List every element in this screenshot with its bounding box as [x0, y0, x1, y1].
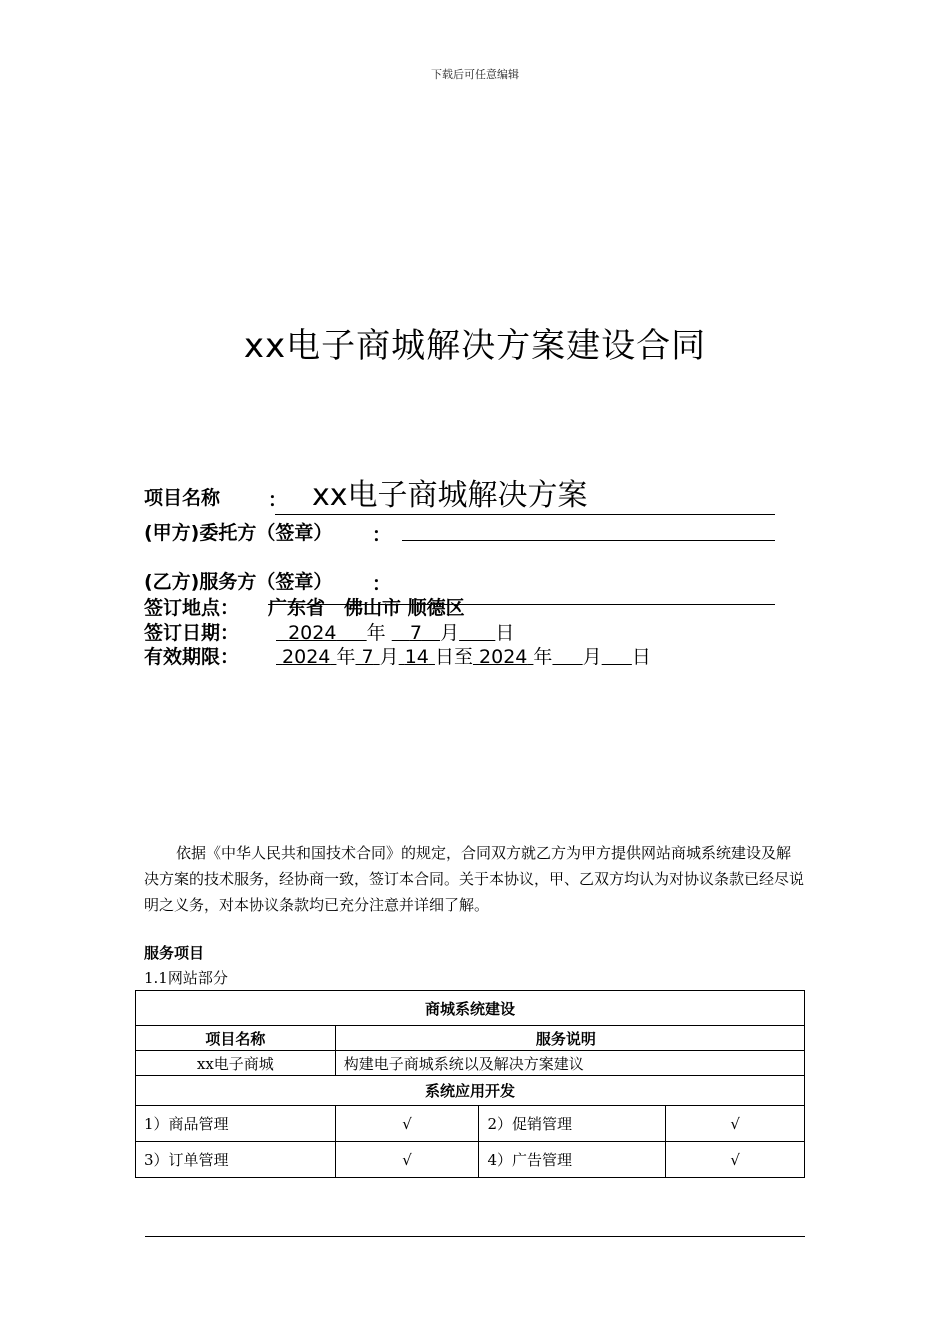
- party-b-label: (乙方)服务方（签章）: [144, 571, 333, 593]
- col-project-name: 项目名称: [136, 1026, 336, 1051]
- valid-to-text: 日至: [434, 646, 473, 668]
- document-title: xx电子商城解决方案建设合同: [243, 326, 707, 366]
- services-table: [135, 990, 805, 1178]
- sign-date-month: 7: [409, 622, 422, 644]
- check-mark: √: [335, 1142, 479, 1178]
- year-unit: 年: [366, 622, 386, 644]
- sign-date-day: [459, 622, 495, 644]
- month-unit: 月: [582, 646, 602, 668]
- party-b-colon: ：: [372, 573, 392, 595]
- check-mark: √: [666, 1142, 805, 1178]
- sign-place-label: 签订地点：: [144, 597, 240, 619]
- project-name-colon: ：: [268, 489, 288, 511]
- year-unit: 年: [533, 646, 553, 668]
- table-header: 商城系统建设: [136, 991, 805, 1026]
- row-service-desc: 构建电子商城系统以及解决方案建议: [335, 1051, 804, 1076]
- check-mark: √: [335, 1106, 479, 1142]
- year-unit: 年: [336, 646, 356, 668]
- valid-from-day: 14: [404, 646, 429, 668]
- item-label: 1）商品管理: [136, 1106, 336, 1142]
- valid-value: [276, 642, 651, 669]
- valid-to-year: 2024: [479, 646, 528, 668]
- sign-place-line: [268, 604, 775, 605]
- services-heading: 服务项目: [144, 944, 205, 962]
- month-unit: 月: [379, 646, 399, 668]
- header-note: 下载后可任意编辑: [431, 68, 519, 81]
- valid-from-year: 2024: [282, 646, 331, 668]
- party-a-colon: ：: [372, 524, 392, 546]
- sign-place-value: 广东省 佛山市 顺德区: [268, 597, 465, 619]
- footer-divider: [145, 1236, 805, 1237]
- item-label: 4）广告管理: [479, 1142, 666, 1178]
- party-a-line: [402, 540, 775, 541]
- intro-paragraph: 依据《中华人民共和国技术合同》的规定，合同双方就乙方为甲方提供网站商城系统建设及解决方案的技术服务，经协商一致，签订本合同。关于本协议，甲、乙双方均认为对协议条款已经尽说明之义务，对本协议条款均已充分注意并详细了解。: [144, 844, 805, 914]
- dev-header: 系统应用开发: [136, 1076, 805, 1106]
- project-name-label: 项目名称: [144, 487, 221, 509]
- party-a-label: (甲方)委托方（签章）: [144, 522, 333, 544]
- sign-date-label: 签订日期：: [144, 622, 240, 644]
- month-unit: 月: [440, 622, 460, 644]
- day-unit: 日: [495, 622, 515, 644]
- item-label: 3）订单管理: [136, 1142, 336, 1178]
- valid-label: 有效期限：: [144, 646, 240, 668]
- row-project-name: xx电子商城: [136, 1051, 336, 1076]
- item-label: 2）促销管理: [479, 1106, 666, 1142]
- project-name-line: [275, 514, 775, 515]
- sign-date-value: [276, 618, 514, 645]
- services-subheading: 1.1网站部分: [144, 969, 228, 987]
- check-mark: √: [666, 1106, 805, 1142]
- valid-from-month: 7: [361, 646, 374, 668]
- project-name-value: xx电子商城解决方案: [312, 478, 588, 513]
- day-unit: 日: [631, 646, 651, 668]
- sign-date-year: 2024: [288, 622, 337, 644]
- col-service-desc: 服务说明: [335, 1026, 804, 1051]
